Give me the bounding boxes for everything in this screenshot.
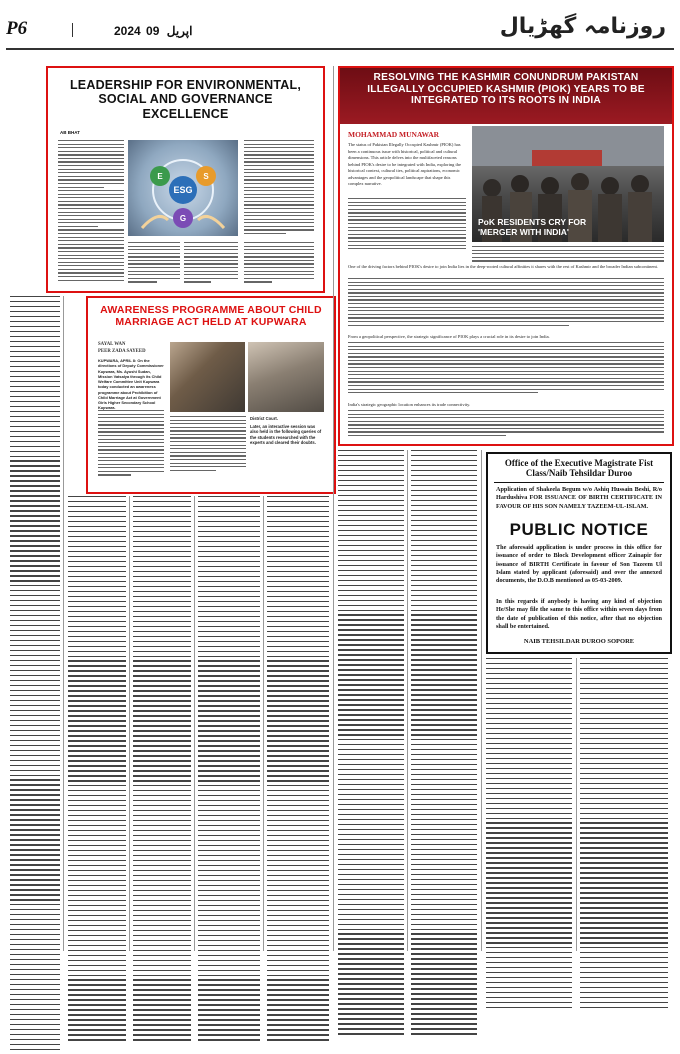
- column-separator: [333, 66, 334, 951]
- esg-s-label: S: [203, 172, 209, 181]
- pok-text-body: [472, 246, 664, 264]
- pok-text-body-3: [348, 342, 664, 396]
- header-divider: [72, 23, 73, 37]
- pok-photo: [472, 126, 664, 242]
- esg-text-col4: [244, 242, 314, 285]
- date-day: 09: [146, 24, 160, 38]
- page-number: P6: [6, 18, 28, 39]
- header-rule: [6, 48, 674, 50]
- esg-text-col3: [184, 242, 238, 285]
- urdu-column-3: [133, 496, 191, 1044]
- kupwara-text-col2: [170, 416, 246, 473]
- urdu-column-2: [68, 496, 126, 1044]
- esg-e-label: E: [157, 172, 163, 181]
- urdu-column-5: [267, 496, 329, 1044]
- kupwara-byline-name: SAYAL WAN: [98, 342, 126, 347]
- column-separator: [407, 450, 408, 951]
- esg-text-col5: [244, 140, 314, 237]
- column-separator: [481, 450, 482, 951]
- pok-photo-caption: PoK RESIDENTS CRY FOR 'MERGER WITH INDIA': [478, 217, 587, 237]
- urdu-column-9: [580, 658, 668, 1012]
- urdu-column-6: [338, 450, 404, 1038]
- column-separator: [263, 496, 264, 951]
- pok-text-body-2: [348, 278, 664, 328]
- kupwara-text-col1: [98, 410, 164, 478]
- page-header: [0, 0, 680, 54]
- pok-lead: The status of Pakistan Illegally Occupied Kashmir (PIOK) has been a continuous issue with historical, political and cultural dimensions. This article delves into the multifaceted reasons behind PIOK's desire to be integrated with India, exploring the historical context, cultural ties, political aspirations, economic advantages and the geopolitical landscape that shape this complex narrative.: [348, 142, 462, 187]
- esg-g-label: G: [179, 214, 187, 223]
- notice-signature: NAIB TEHSILDAR DUROO SOPORE: [523, 638, 635, 645]
- kupwara-byline-role: PEER ZADA SAYEED: [98, 349, 146, 354]
- esg-diagram: [128, 140, 238, 236]
- esg-article: [46, 66, 325, 293]
- date: [114, 24, 192, 38]
- pok-article: [338, 66, 674, 446]
- kupwara-article: [86, 296, 336, 494]
- column-separator: [576, 658, 577, 951]
- urdu-column-7: [411, 450, 477, 1038]
- esg-byline: AB BHAT: [60, 130, 80, 135]
- notice-application: Application of Shakeela Begum w/o Ashiq Hussain Beshi, R/o Hardushiva FOR ISSUANCE OF BIRTH CERTIFICATE IN FAVOUR OF HIS SON NAMELY TAZEEM-UL-ISLAM.: [496, 486, 662, 510]
- notice-title: PUBLIC NOTICE: [509, 520, 649, 539]
- pok-headline-banner: [340, 68, 672, 124]
- kupwara-lead: KUPWARA, APRIL 8: On the directions of Deputy Commissioner Kupwara, Ms. Ayushi Sudan, Mission Vatsalya through its Child Welfare Committee Unit Kupwara today conducted an awareness programme about Prohibition of Child Marriage Act at Government Girls Higher Secondary School Kupwara.: [98, 358, 164, 411]
- column-separator: [194, 496, 195, 951]
- date-year: 2024: [114, 24, 141, 38]
- pok-para4: India's strategic geographic location enhances its trade connectivity.: [348, 402, 471, 407]
- kupwara-caption-right: District Court.: [250, 416, 278, 421]
- pok-byline: MOHAMMAD MUNAWAR: [348, 130, 440, 139]
- masthead: روزنامہ گھڑیال: [499, 14, 666, 39]
- urdu-column-4: [198, 496, 260, 1044]
- kupwara-closing: Later, an interactive session was also held in the following queries of the students researched with the experts and cleared their doubts.: [250, 424, 322, 446]
- pok-para3: From a geopolitical perspective, the strategic significance of PIOK plays a crucial role in its desire to join India.: [348, 334, 550, 339]
- notice-office: Office of the Executive Magistrate Fist Class/Naib Tehsildar Duroo: [504, 458, 654, 479]
- esg-headline: LEADERSHIP FOR ENVIRONMENTAL, SOCIAL AND GOVERNANCE EXCELLENCE: [69, 78, 302, 121]
- date-month: اپریل: [166, 24, 193, 38]
- notice-body: The aforesaid application is under process in this office for issuance of order to Block Development officer Zainapir for issuance of BIRTH Certificate in favour of Son Tazeem Ul Islam stated by applicant (aforesaid) and over the annexed documents, the D.O.B mentioned as 05-03-2009.: [496, 544, 662, 585]
- kupwara-photo-2: [248, 342, 324, 412]
- esg-image: [128, 140, 238, 236]
- pok-text-lead-cont: [348, 198, 466, 252]
- public-notice: [486, 452, 672, 654]
- urdu-column-8: [486, 658, 572, 1012]
- esg-text-col2: [128, 242, 180, 285]
- esg-text-col1: [58, 140, 124, 283]
- pok-headline: RESOLVING THE KASHMIR CONUNDRUM PAKISTAN ILLEGALLY OCCUPIED KASHMIR (PIOK) YEARS TO BE INTEGRATED TO ITS ROOTS IN INDIA: [367, 72, 645, 107]
- esg-center-label: ESG: [173, 185, 193, 195]
- notice-body-2: In this regards if anybody is having any kind of objection He/She may file the same to this office within seven days from the date of publication of this notice, after that no objection shall be entertained.: [496, 598, 662, 631]
- kupwara-headline: AWARENESS PROGRAMME ABOUT CHILD MARRIAGE ACT HELD AT KUPWARA: [100, 304, 322, 329]
- pok-para2: One of the driving factors behind PIOK's desire to join India lies in the deep-rooted cultural affinities it shares with the rest of Kashmir and the broader Indian subcontinent.: [348, 264, 659, 269]
- pok-text-body-4: [348, 410, 664, 439]
- notice-rule: [494, 482, 664, 483]
- kupwara-photo-1: [170, 342, 245, 412]
- urdu-column-left: [10, 296, 60, 1054]
- column-separator: [129, 496, 130, 951]
- column-separator: [63, 296, 64, 951]
